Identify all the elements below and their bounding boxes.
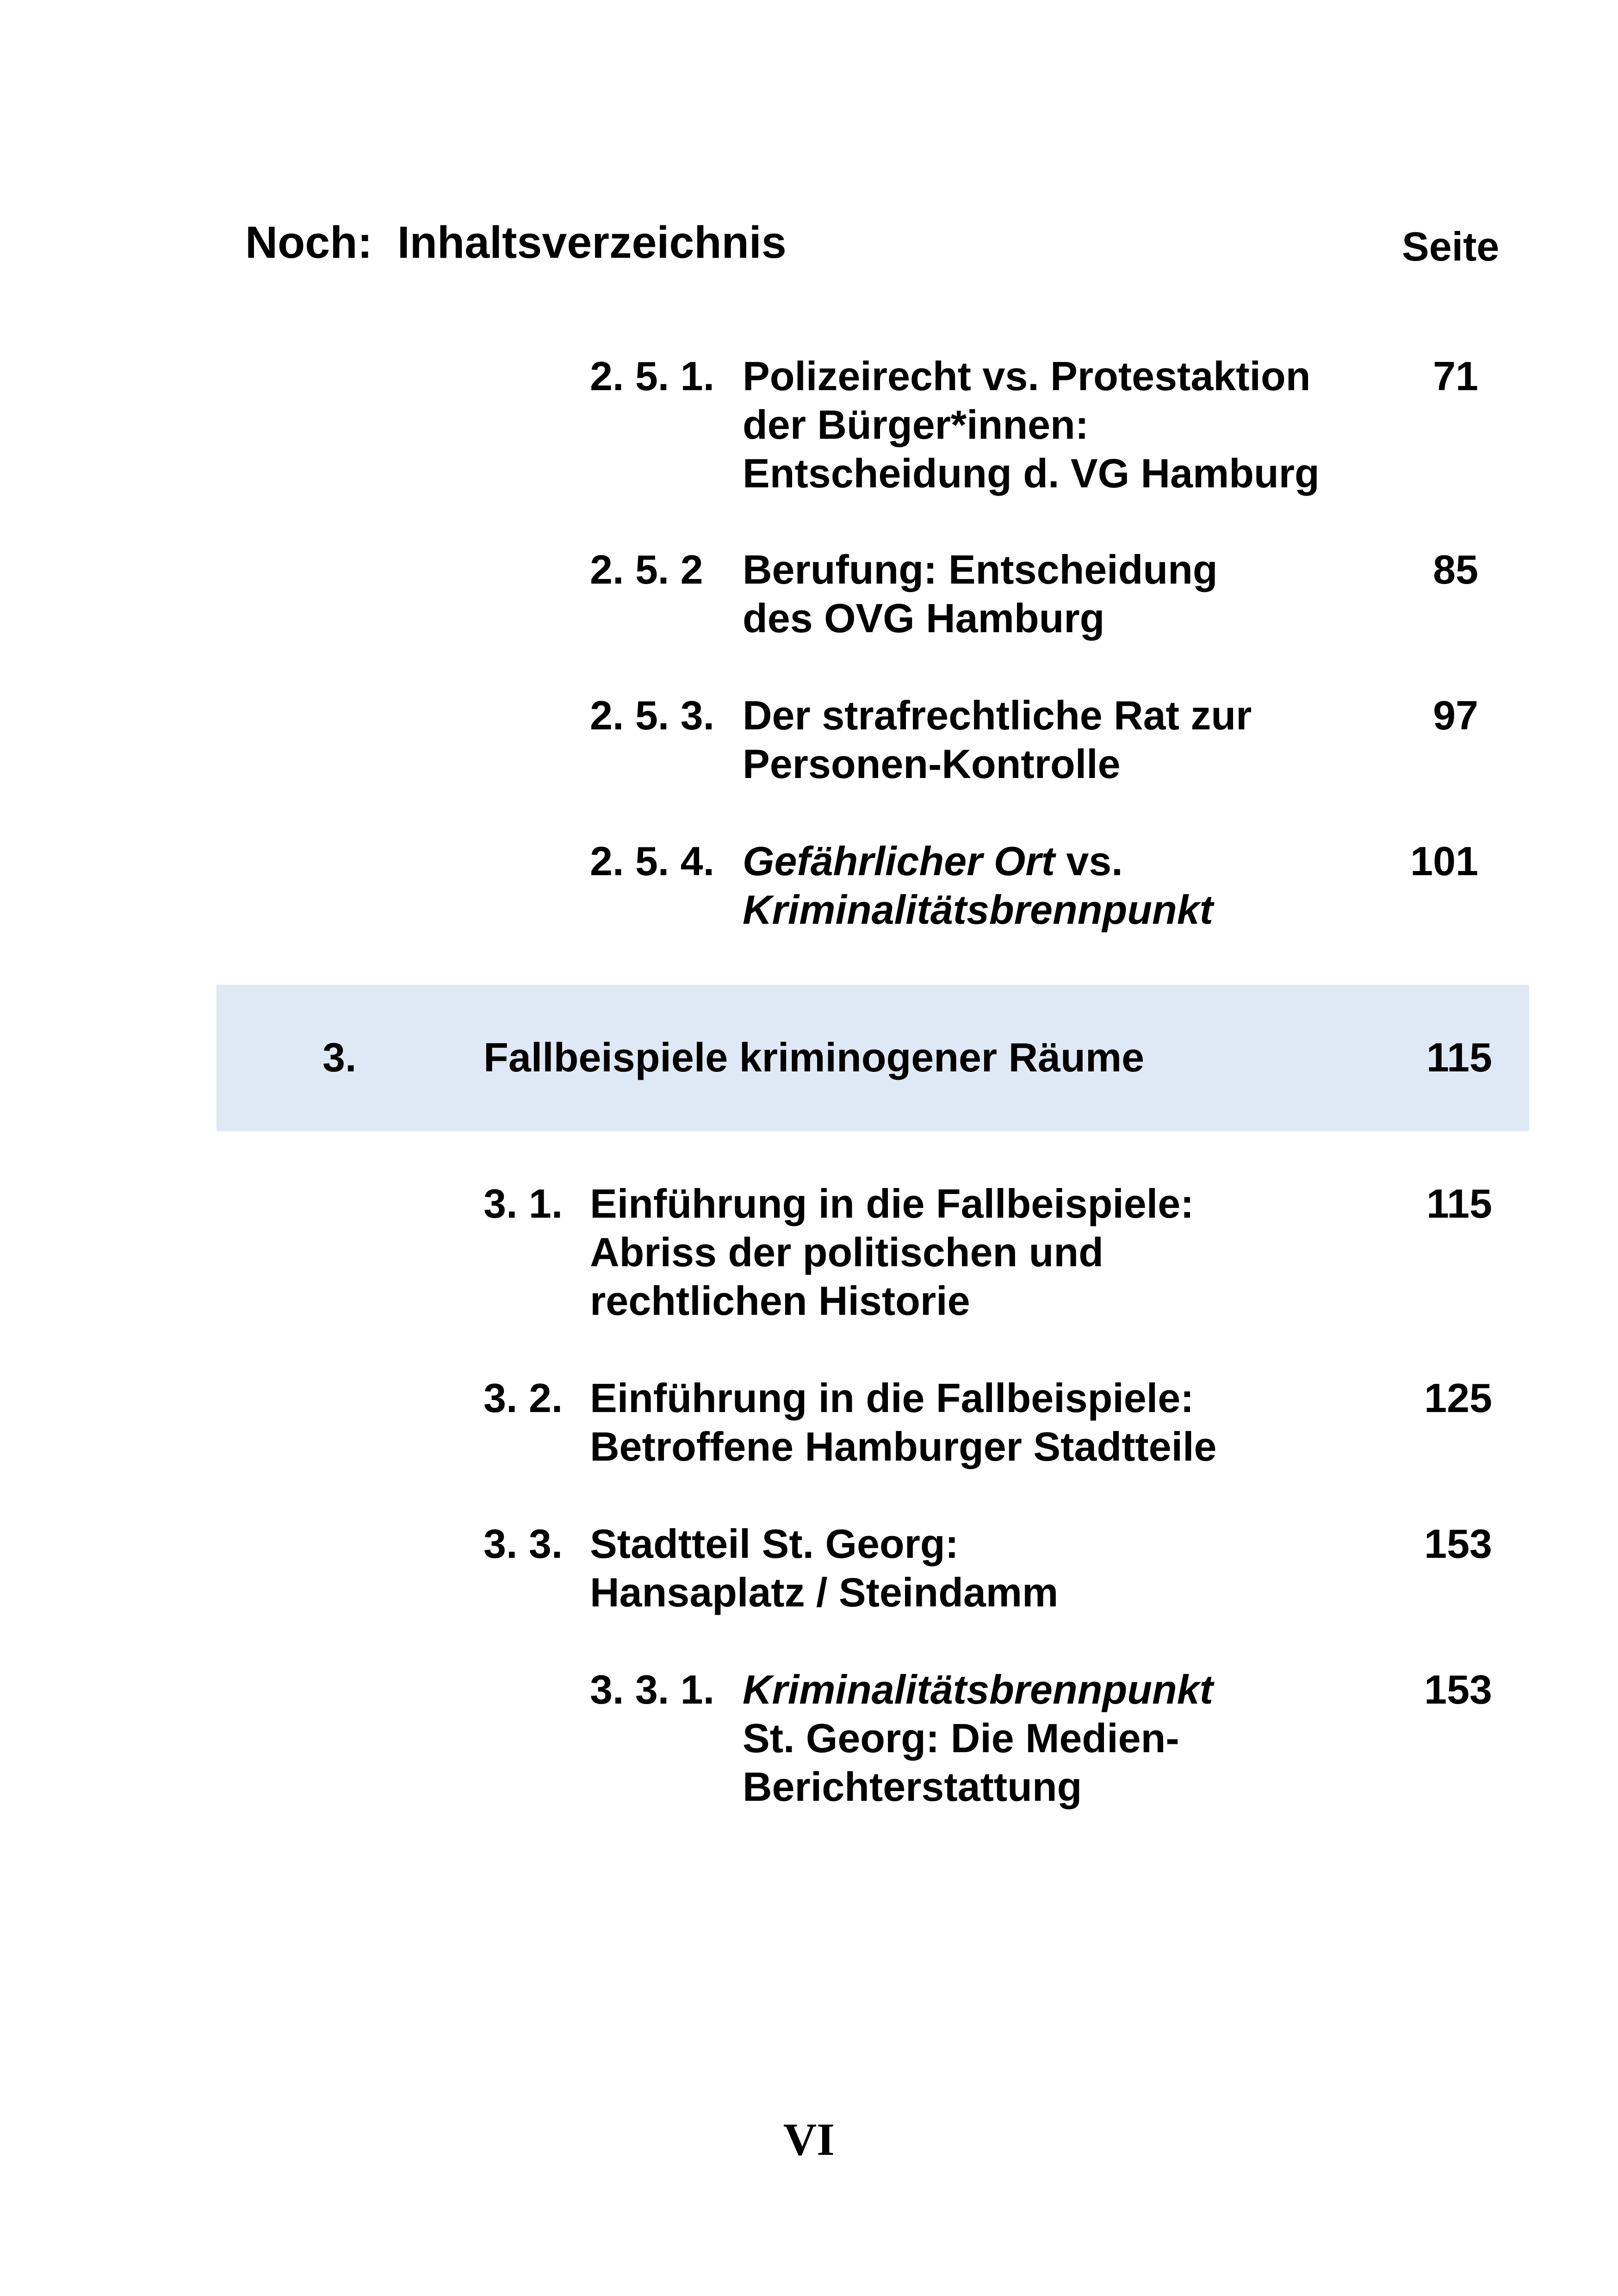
italic-term: Kriminalitätsbrennpunkt — [743, 1667, 1213, 1712]
entry-title-line: Personen-Kontrolle — [743, 741, 1121, 787]
entry-title — [743, 837, 1213, 934]
entry-title-line: Entscheidung d. VG Hamburg — [743, 450, 1320, 496]
entry-title-line: Abriss der politischen und — [590, 1229, 1103, 1275]
chapter-title: Fallbeispiele kriminogener Räume — [484, 1034, 1145, 1080]
entry-title — [590, 1519, 1058, 1617]
entry-page-number: 85 — [1433, 547, 1478, 592]
entry-title-line: der Bürger*innen: — [743, 402, 1089, 448]
entry-title-line — [743, 837, 1213, 885]
entry-title-line: Berichterstattung — [743, 1764, 1082, 1810]
entry-title-line: Polizeirecht vs. Protestaktion — [743, 353, 1311, 399]
entry-page-number: 125 — [1424, 1375, 1492, 1421]
entry-number: 3. 1. — [484, 1181, 563, 1226]
entry-title — [743, 1665, 1213, 1811]
entry-number: 3. 3. 1. — [590, 1667, 715, 1712]
entry-title-line: des OVG Hamburg — [743, 595, 1105, 641]
entry-title-line: Hansaplatz / Steindamm — [590, 1569, 1059, 1615]
entry-page-number: 153 — [1424, 1667, 1492, 1712]
entry-title-line: rechtlichen Historie — [590, 1278, 970, 1324]
entry-title — [743, 691, 1252, 788]
entry-page-number: 71 — [1433, 353, 1478, 399]
entry-title-line: Einführung in die Fallbeispiele: — [590, 1181, 1194, 1226]
entry-title-line: Berufung: Entscheidung — [743, 547, 1218, 592]
italic-term: Gefährlicher Ort — [743, 838, 1055, 884]
footer-page-number: VI — [783, 2114, 835, 2165]
page-column-label: Seite — [1402, 224, 1500, 269]
entry-title-line: Der strafrechtliche Rat zur — [743, 692, 1252, 738]
entry-number: 2. 5. 2 — [590, 547, 703, 592]
page-title: Noch: Inhaltsverzeichnis — [245, 217, 787, 268]
italic-term: Kriminalitätsbrennpunkt — [743, 887, 1213, 933]
entry-page-number: 153 — [1424, 1521, 1492, 1567]
entry-number: 3. 2. — [484, 1375, 563, 1421]
entry-title-line: Einführung in die Fallbeispiele: — [590, 1375, 1194, 1421]
entry-title — [743, 352, 1320, 498]
entry-title-line: St. Georg: Die Medien- — [743, 1715, 1179, 1761]
entry-title-line: Betroffene Hamburger Stadtteile — [590, 1424, 1217, 1469]
entry-page-number: 101 — [1410, 838, 1478, 884]
entry-number: 3. 3. — [484, 1521, 563, 1567]
entry-number: 2. 5. 1. — [590, 353, 715, 399]
entry-title — [743, 545, 1218, 642]
entry-title-text: vs. — [1054, 838, 1123, 884]
entry-number: 2. 5. 3. — [590, 692, 715, 738]
entry-title — [590, 1374, 1216, 1471]
chapter-page-number: 115 — [1426, 1034, 1492, 1080]
entry-title-line: Stadtteil St. Georg: — [590, 1521, 959, 1567]
entry-page-number: 97 — [1433, 692, 1478, 738]
entry-title — [590, 1179, 1194, 1325]
chapter-number: 3. — [322, 1034, 357, 1080]
entry-number: 2. 5. 4. — [590, 838, 715, 884]
entry-page-number: 115 — [1426, 1181, 1492, 1226]
